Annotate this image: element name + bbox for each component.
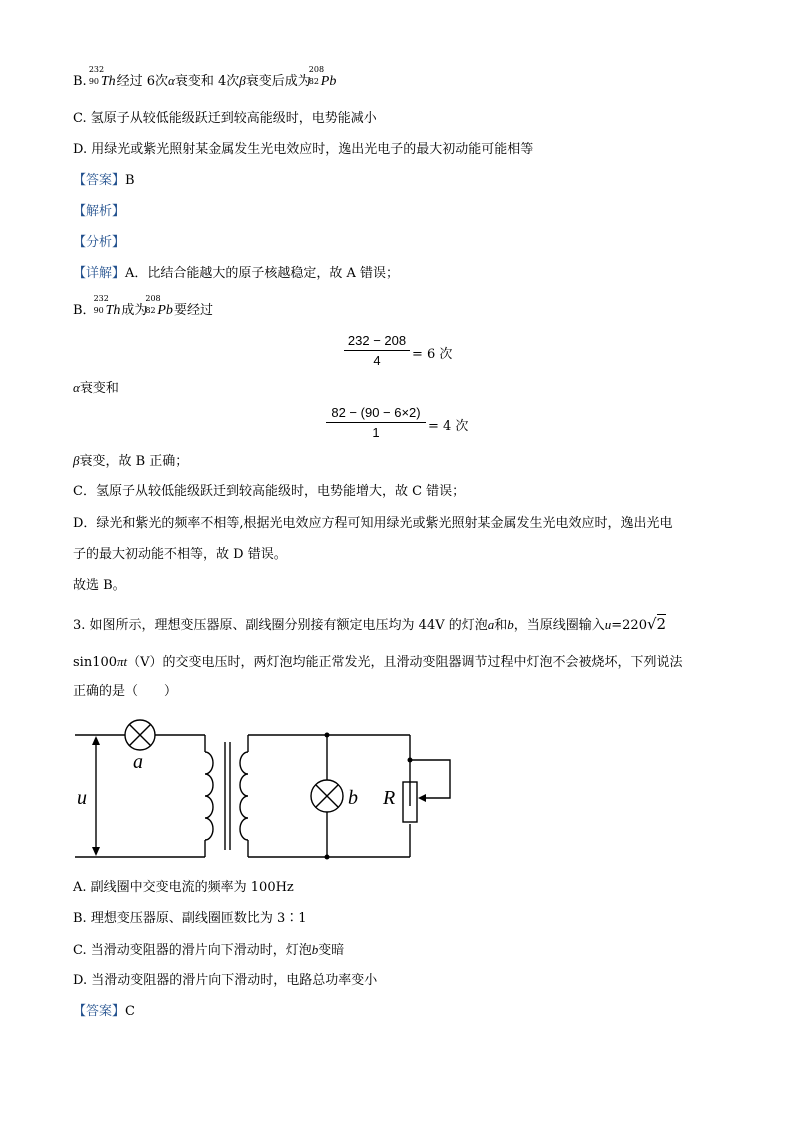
question-3-line-1: 3. 如图所示，理想变压器原、副线圈分别接有额定电压均为 44V 的灯泡a和b，当原线圈输入u=220√2	[73, 615, 667, 633]
label-a: a	[133, 751, 143, 773]
isotope-pb: 208 82 Pb	[308, 65, 337, 89]
q3-option-b: B. 理想变压器原、副线圈匝数比为 3∶1	[73, 911, 307, 926]
isotope-pb: 208 82 Pb	[145, 294, 173, 318]
label-u: u	[77, 787, 87, 809]
q3-option-a: A. 副线圈中交变电流的频率为 100Hz	[73, 880, 294, 895]
question-3-line-3: 正确的是（ ）	[73, 684, 178, 699]
beta-decay-line: β衰变，故 B 正确；	[73, 453, 189, 469]
choose-line: 故选 B。	[73, 578, 126, 593]
alpha-decay-line: α衰变和	[73, 380, 119, 396]
option-c-line: C. 氢原子从较低能级跃迁到较高能级时，电势能减小	[73, 111, 377, 126]
detail-d-line-2: 子的最大初动能不相等，故 D 错误。	[73, 547, 287, 562]
option-label: B.	[73, 74, 87, 89]
fraction-2-result: = 4 次	[428, 419, 469, 434]
label-b: b	[348, 787, 358, 809]
q3-option-c: C. 当滑动变阻器的滑片向下滑动时，灯泡b变暗	[73, 942, 345, 958]
lamp-b-icon	[311, 780, 343, 812]
isotope-th: 232 90 Th	[88, 65, 116, 89]
analysis-heading: 【解析】	[73, 204, 126, 219]
detail-d-line-1: D．绿光和紫光的频率不相等,根据光电效应方程可知用绿光或紫光照射某金属发生光电效应时，逸出光电	[73, 516, 673, 531]
detail-b-line: B． 232 90 Th成为 208 82 Pb要经过	[73, 301, 213, 321]
fenxi-heading: 【分析】	[73, 235, 126, 250]
detail-c-line: C．氢原子从较低能级跃迁到较高能级时，电势能增大，故 C 错误；	[73, 484, 466, 499]
detail-a-line: 【详解】A．比结合能越大的原子核越稳定，故 A 错误；	[73, 266, 400, 281]
fraction-1-result: = 6 次	[412, 347, 453, 362]
fraction-1: $\frac{232 - 208}{4}$	[344, 333, 410, 368]
lamp-a-icon	[125, 720, 155, 750]
fraction-2: $\frac{82 - (90 - 6\times 2)}{1}$	[326, 405, 426, 440]
answer-line-2: 【答案】C	[73, 1004, 135, 1019]
q3-option-d: D. 当滑动变阻器的滑片向下滑动时，电路总功率变小	[73, 973, 378, 988]
isotope-th: 232 90 Th	[93, 294, 121, 318]
question-3-line-2: sin100πt（V）的交变电压时，两灯泡均能正常发光，且滑动变阻器调节过程中灯泡不会被烧坏，下列说法	[73, 654, 683, 670]
label-r: R	[383, 787, 396, 809]
answer-line: 【答案】B	[73, 173, 135, 188]
transformer-circuit-diagram	[70, 712, 460, 862]
option-b-line: B. 232 90 Th经过 6次α衰变和 4次β衰变后成为 208 82 Pb	[73, 71, 337, 92]
sqrt-symbol: √2	[646, 615, 667, 633]
option-d-line: D. 用绿光或紫光照射某金属发生光电效应时，逸出光电子的最大初动能可能相等	[73, 142, 534, 157]
